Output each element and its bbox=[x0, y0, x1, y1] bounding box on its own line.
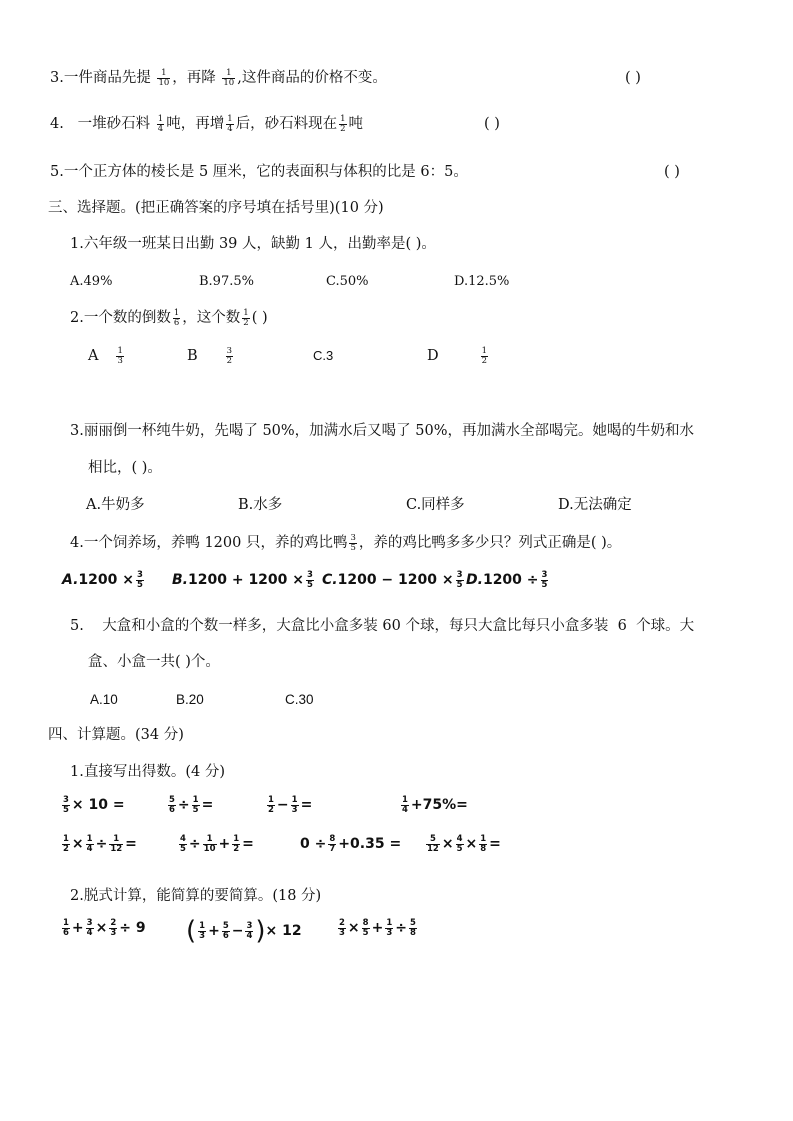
choice-q5-line2: 盒、小盒一共( )个。 bbox=[88, 654, 220, 670]
choice-q2-option-d[interactable] bbox=[427, 346, 490, 366]
fraction: $\frac{3}{5}$ bbox=[350, 532, 356, 553]
choice-q4-option-b[interactable] bbox=[172, 570, 316, 590]
fraction: $\frac{1}{4}$ bbox=[157, 113, 164, 134]
choice-q5-option-b[interactable]: B.20 bbox=[176, 692, 204, 707]
calc-expr: ( $\frac{1}{3}$ + $\frac{5}{6}$ − $\frac{3}{4}$ )× 12 bbox=[186, 916, 302, 946]
option-letter: B. bbox=[172, 572, 188, 588]
option-letter: C. bbox=[322, 572, 338, 588]
choice-q4 bbox=[70, 533, 621, 553]
judge-q3-post: ,这件商品的价格不变。 bbox=[237, 70, 387, 86]
choice-q4-option-d[interactable] bbox=[466, 570, 550, 590]
choice-q2-option-a[interactable] bbox=[88, 346, 126, 366]
choice-q3-line2: 相比，( )。 bbox=[88, 460, 162, 476]
calc-expr: $\frac{1}{6}$ + $\frac{3}{4}$ × $\frac{2}{3}$ ÷ 9 bbox=[63, 917, 146, 938]
judge-q3 bbox=[50, 68, 387, 88]
calc-expr: $\frac{1}{2}$ − $\frac{1}{3}$ = bbox=[268, 794, 313, 815]
choice-q4-post: ，养的鸡比鸭多多少只？列式正确是( )。 bbox=[358, 535, 622, 551]
judge-q3-pre: 3.一件商品先提 bbox=[50, 70, 151, 86]
fraction: $\frac{3}{5}$ bbox=[541, 569, 548, 590]
fraction: $\frac{3}{5}$ bbox=[456, 569, 463, 590]
fraction: $\frac{1}{4}$ bbox=[227, 113, 233, 134]
choice-q1-option-d[interactable]: D.12.5% bbox=[454, 274, 510, 289]
calc-q1-title: 1.直接写出得数。(4 分) bbox=[70, 764, 225, 780]
fraction: $\frac{3}{5}$ bbox=[307, 569, 313, 590]
choice-q3-option-a[interactable]: A.牛奶多 bbox=[86, 497, 145, 513]
calc-expr: $\frac{4}{5}$ ÷ $\frac{1}{10}$ + $\frac{1}{2}$ = bbox=[180, 833, 254, 854]
choice-q1-option-b[interactable]: B.97.5% bbox=[199, 274, 254, 289]
choice-q4-option-c[interactable] bbox=[322, 570, 466, 590]
option-expr: 1200 ÷ bbox=[482, 572, 539, 588]
answer-paren[interactable]: ( ) bbox=[484, 116, 500, 132]
fraction: $\frac{1}{2}$ bbox=[481, 345, 488, 366]
judge-q5: 5.一个正方体的棱长是 5 厘米，它的表面积与体积的比是 6：5。 bbox=[50, 164, 468, 180]
fraction: $\frac{1}{3}$ bbox=[117, 345, 123, 366]
section4-title: 四、计算题。(34 分) bbox=[48, 727, 184, 743]
choice-q3-option-d[interactable]: D.无法确定 bbox=[558, 497, 632, 513]
judge-q4-post: 吨 bbox=[348, 116, 364, 132]
choice-q1-option-c[interactable]: C.50% bbox=[326, 274, 369, 289]
choice-q3-option-b[interactable]: B.水多 bbox=[238, 497, 283, 513]
answer-paren[interactable]: ( ) bbox=[664, 164, 680, 180]
judge-q4-mid: 吨，再增 bbox=[166, 116, 225, 132]
choice-q2-mid: ，这个数 bbox=[182, 310, 241, 326]
choice-q2-option-c[interactable]: C.3 bbox=[313, 348, 334, 363]
calc-expr: $\frac{1}{4}$ +75%= bbox=[402, 794, 468, 815]
fraction: $\frac{1}{2}$ bbox=[243, 307, 249, 328]
choice-q2 bbox=[70, 308, 268, 328]
fraction: $\frac{3}{2}$ bbox=[226, 345, 233, 366]
fraction: $\frac{1}{2}$ bbox=[340, 113, 346, 134]
choice-q3-option-c[interactable]: C.同样多 bbox=[406, 497, 465, 513]
choice-q4-option-a[interactable] bbox=[62, 570, 146, 590]
choice-q4-pre: 4.一个饲养场，养鸭 1200 只，养的鸡比鸭 bbox=[70, 535, 348, 551]
calc-expr: $\frac{5}{12}$ × $\frac{4}{5}$ × $\frac{1}{8}$ = bbox=[427, 833, 501, 854]
fraction: $\frac{1}{6}$ bbox=[173, 307, 180, 328]
choice-q1-option-a[interactable]: A.49% bbox=[70, 274, 113, 289]
choice-q5-line1: 5. 大盒和小盒的个数一样多，大盒比小盒多装 60 个球，每只大盒比每只小盒多装 6 个球。大 bbox=[70, 618, 695, 634]
option-letter: D bbox=[427, 348, 439, 364]
choice-q3-line1: 3.丽丽倒一杯纯牛奶，先喝了 50%，加满水后又喝了 50%，再加满水全部喝完。她喝的牛奶和水 bbox=[70, 423, 695, 439]
fraction: $\frac{1}{10}$ bbox=[223, 67, 235, 88]
calc-expr: $\frac{5}{6}$ ÷ $\frac{1}{5}$ = bbox=[169, 794, 214, 815]
answer-paren[interactable]: ( ) bbox=[625, 70, 641, 86]
choice-q1: 1.六年级一班某日出勤 39 人，缺勤 1 人，出勤率是( )。 bbox=[70, 236, 436, 252]
fraction: $\frac{1}{10}$ bbox=[158, 67, 170, 88]
choice-q5-option-a[interactable]: A.10 bbox=[90, 692, 118, 707]
option-expr: 1200 × bbox=[78, 572, 134, 588]
option-expr: 1200 + 1200 × bbox=[188, 572, 305, 588]
choice-q2-paren[interactable]: ( ) bbox=[251, 310, 268, 326]
choice-q2-option-b[interactable] bbox=[187, 346, 235, 366]
section3-title: 三、选择题。(把正确答案的序号填在括号里)(10 分) bbox=[48, 200, 384, 216]
calc-q2-title: 2.脱式计算，能简算的要简算。(18 分) bbox=[70, 888, 322, 904]
option-letter: B bbox=[187, 348, 198, 364]
judge-q4 bbox=[50, 114, 363, 134]
option-expr: 1200 − 1200 × bbox=[337, 572, 454, 588]
judge-q4-pre: 4. 一堆砂石料 bbox=[50, 116, 151, 132]
calc-expr: $\frac{3}{5}$ × 10 = bbox=[63, 794, 125, 815]
calc-expr: 0 ÷ $\frac{8}{7}$ +0.35 = bbox=[300, 833, 402, 854]
option-letter: A bbox=[88, 348, 99, 364]
choice-q2-pre: 2.一个数的倒数 bbox=[70, 310, 171, 326]
judge-q4-mid2: 后，砂石料现在 bbox=[235, 116, 338, 132]
option-letter: D. bbox=[466, 572, 483, 588]
fraction: $\frac{3}{5}$ bbox=[137, 569, 143, 590]
judge-q3-mid: ，再降 bbox=[172, 70, 216, 86]
calc-expr: $\frac{2}{3}$ × $\frac{8}{5}$ + $\frac{1}{3}$ ÷ $\frac{5}{8}$ bbox=[339, 917, 416, 938]
choice-q5-option-c[interactable]: C.30 bbox=[285, 692, 314, 707]
calc-expr: $\frac{1}{2}$ × $\frac{1}{4}$ ÷ $\frac{1}{12}$ = bbox=[63, 833, 137, 854]
option-letter: A. bbox=[62, 572, 79, 588]
